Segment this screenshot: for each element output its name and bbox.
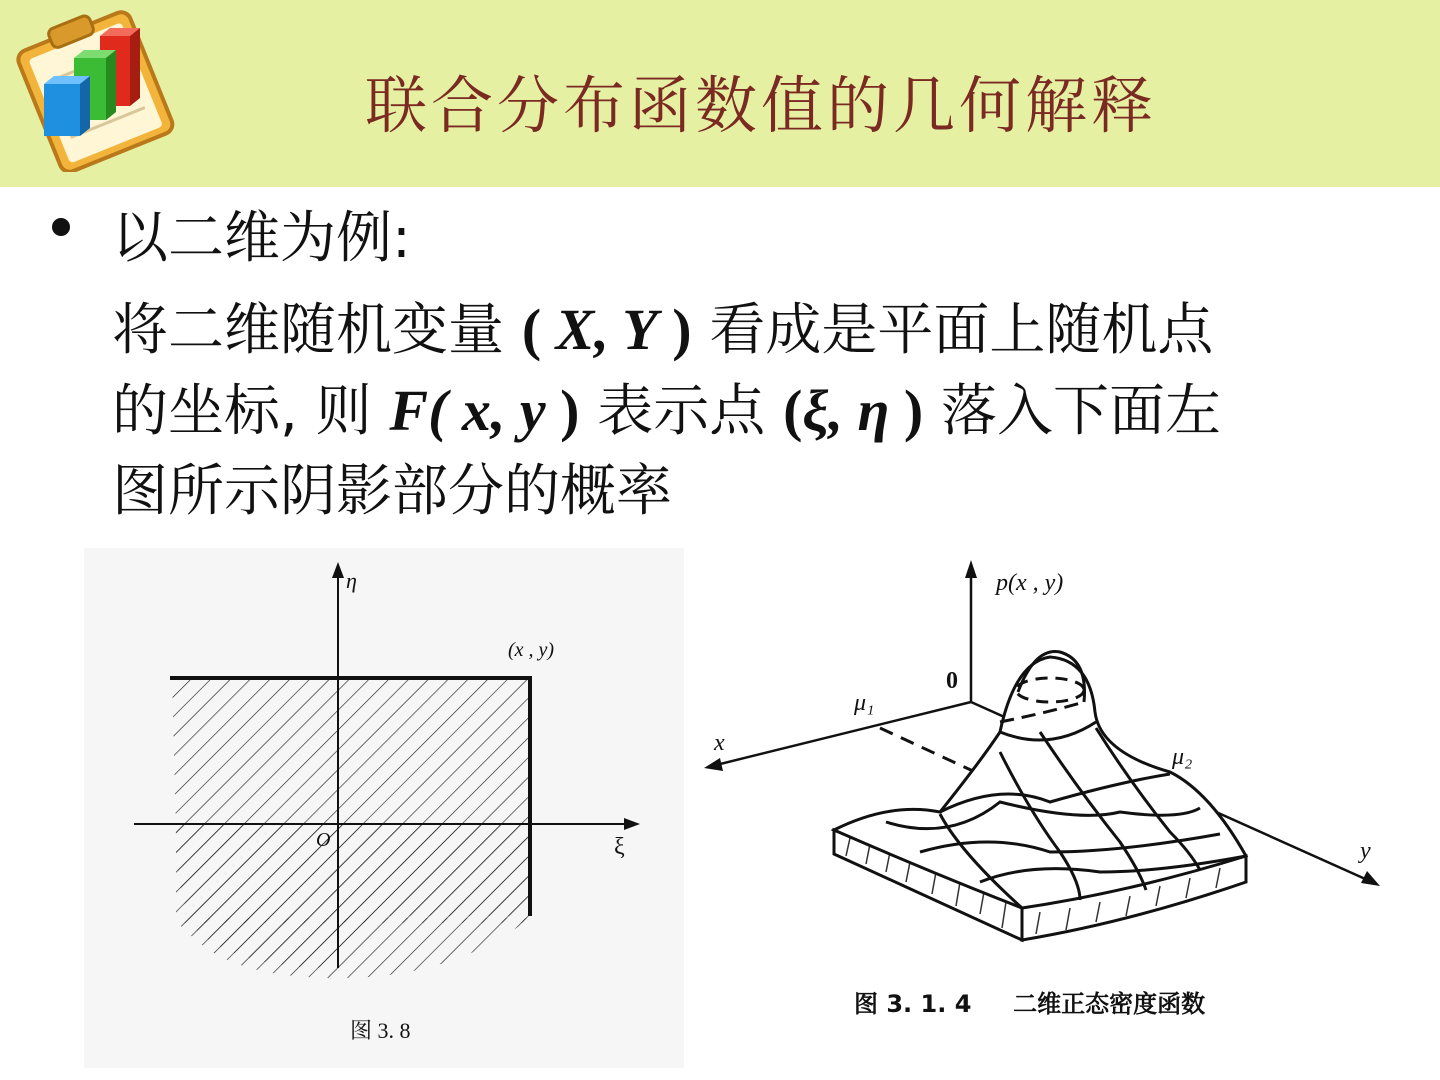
origin-label: O bbox=[316, 829, 331, 851]
x-axis-arrow-icon bbox=[704, 758, 723, 771]
title-banner bbox=[0, 0, 1440, 187]
math-xi-eta: ξ, η bbox=[802, 378, 890, 443]
point-xy-label: (x , y) bbox=[508, 639, 555, 661]
left-figure-caption: 图 3. 8 bbox=[350, 1018, 411, 1043]
math-paren: ) bbox=[545, 378, 580, 443]
right-figure bbox=[700, 552, 1400, 1032]
z-axis-arrow-icon bbox=[965, 560, 977, 578]
origin-zero-label: 0 bbox=[946, 668, 958, 694]
math-paren: ( bbox=[521, 297, 556, 362]
bullet-icon bbox=[52, 218, 70, 236]
math-function-f: F( bbox=[389, 378, 448, 443]
paragraph-line-1 bbox=[112, 290, 1352, 371]
y-axis-arrow-icon bbox=[1361, 871, 1380, 886]
y-axis-label: y bbox=[1360, 838, 1371, 864]
shaded-region-lower bbox=[176, 823, 530, 923]
paragraph-line-3: 图所示阴影部分的概率 bbox=[112, 459, 672, 524]
math-paren: ) bbox=[889, 378, 924, 443]
clipboard-chart-logo-icon bbox=[4, 6, 180, 172]
explanation-paragraph bbox=[112, 290, 1352, 532]
text-segment: 将二维随机变量 bbox=[112, 298, 522, 363]
x-axis bbox=[712, 702, 971, 766]
math-xy-vars: X, Y bbox=[555, 297, 658, 362]
text-segment: 看成是平面上随机点 bbox=[691, 298, 1214, 363]
slide-title: 联合分布函数值的几何解释 bbox=[365, 69, 1158, 142]
text-segment: 的坐标, 则 bbox=[112, 379, 390, 444]
bullet-text: 以二维为例: bbox=[112, 206, 411, 271]
math-paren: ( bbox=[783, 378, 803, 443]
z-axis-label: p(x , y) bbox=[996, 570, 1064, 596]
paragraph-line-2 bbox=[112, 371, 1352, 452]
eta-axis-label: η bbox=[346, 568, 357, 593]
math-xy-args: x, y bbox=[447, 378, 546, 443]
right-figure-caption: 图 3. 1. 4 二维正态密度函数 bbox=[854, 990, 1206, 1018]
math-paren: ) bbox=[657, 297, 692, 362]
text-segment: 落入下面左 bbox=[923, 379, 1221, 444]
mu1-label: μ₁ bbox=[854, 690, 875, 716]
mu2-label: μ₂ bbox=[1172, 744, 1193, 770]
left-figure bbox=[84, 548, 684, 1068]
xi-axis-label: ξ bbox=[614, 834, 625, 860]
text-segment: 表示点 bbox=[579, 379, 784, 444]
x-axis-label: x bbox=[714, 730, 725, 756]
